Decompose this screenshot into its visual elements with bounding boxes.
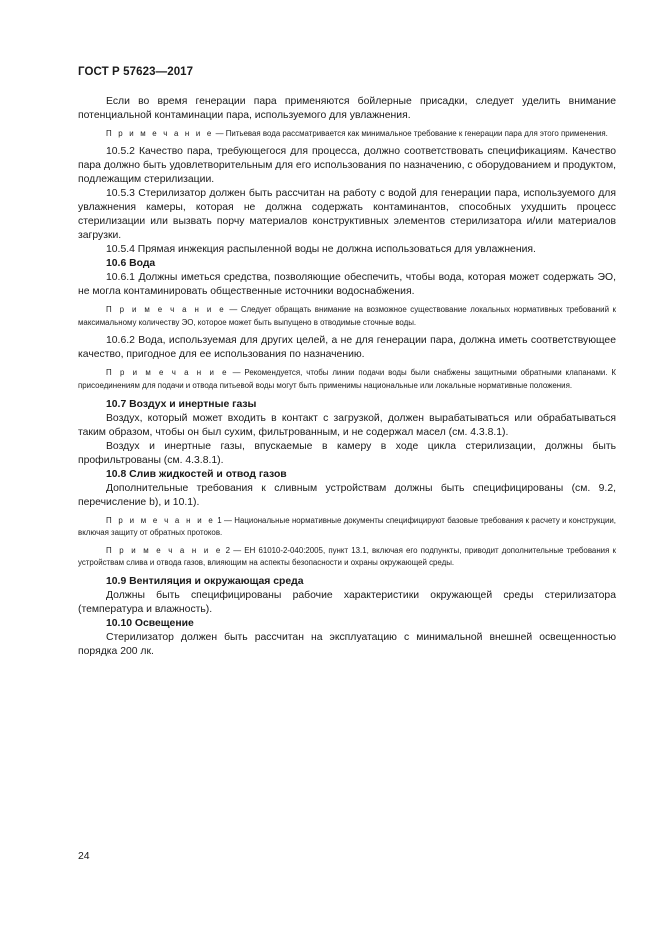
note-label: П р и м е ч а н и е [106,305,226,315]
paragraph-10-6-2: 10.6.2 Вода, используемая для других целей, а не для генерации пара, должна иметь соответствующее качество, пригодное для ее использования по назначению. [78,335,616,361]
paragraph-10-10: Стерилизатор должен быть рассчитан на эксплуатацию с минимальной внешней освещенностью порядка 200 лк. [78,631,616,657]
section-heading-10-6: 10.6 Вода [106,258,156,270]
section-heading-10-9: 10.9 Вентиляция и окружающая среда [106,575,304,587]
note-en-61010: П р и м е ч а н и е 2 — ЕН 61010-2-040:2005, пункт 13.1, включая его подпункты, приводит дополнительные требования к устройствам слива и отвода газов, влияющим на аспекты безопасности и охраны окружающей среды. [78,545,616,568]
note-national-docs: П р и м е ч а н и е 1 — Национальные нормативные документы специфицируют базовые требования к расчету и конструкции, включая защиту от обратных протоков. [78,516,617,538]
note-check-valves: П р и м е ч а н и е — Рекомендуется, чтобы линии подачи воды были снабжены защитными обратными клапанами. К присоединениям для подачи и отвода питьевой воды могут быть применимы национальные или локальные нормативные положения. [78,368,616,390]
note-label: П р и м е ч а н и е [106,368,229,378]
page-body [78,95,616,659]
note-steam-water: П р и м е ч а н и е — Питьевая вода рассматривается как минимальное требование к генерации пара для этого применения. [106,129,608,138]
note-label: П р и м е ч а н и е [106,545,223,555]
section-heading-10-8: 10.8 Слив жидкостей и отвод газов [106,469,287,481]
paragraph-10-7-gases: Воздух и инертные газы, впускаемые в камеру в ходе цикла стерилизации, должны быть профильтрованы (см. 4.3.8.1). [78,441,616,467]
note-eo-discharge: П р и м е ч а н и е — Следует обращать внимание на возможное существование локальных нормативных требований к максимальному количеству ЭО, которое может быть выпущено в отводимые сточные воды. [78,305,616,327]
paragraph-10-9: Должны быть специфицированы рабочие характеристики окружающей среды стерилизатора (температура и влажность). [78,589,616,615]
intro-paragraph: Если во время генерации пара применяются бойлерные присадки, следует уделить внимание потенциальной контаминации пара, используемого для увлажнения. [78,96,616,121]
page-number: 24 [78,851,90,862]
paragraph-10-5-4: 10.5.4 Прямая инжекция распыленной воды не должна использоваться для увлажнения. [106,244,536,256]
paragraph-10-6-1: 10.6.1 Должны иметься средства, позволяющие обеспечить, чтобы вода, которая может содержать ЭО, не могла контаминировать общественные источники водоснабжения. [78,272,616,298]
paragraph-10-5-3: 10.5.3 Стерилизатор должен быть рассчитан на работу с водой для генерации пара, используемого для увлажнения камеры, которая не должна содержать контаминантов, способных ухудшить процесс стерилизации или вызвать порчу материалов конструктивных элементов стерилизатора и/или материалов загрузки. [78,188,616,242]
paragraph-10-7-air: Воздух, который может входить в контакт с загрузкой, должен вырабатываться или обрабатываться таким образом, чтобы он был сухим, фильтрованным, и не содержал масел (см. 4.3.8.1). [78,413,616,439]
section-heading-10-10: 10.10 Освещение [106,617,194,629]
paragraph-10-5-2: 10.5.2 Качество пара, требующегося для процесса, должно соответствовать спецификациям. Качество пара должно быть удовлетворительным для его использования по назначению, с оборудованием и продуктом, подлежащим стерилизации. [78,146,616,186]
note-label: П р и м е ч а н и е [106,516,215,526]
note-label: П р и м е ч а н и е [106,129,214,138]
section-heading-10-7: 10.7 Воздух и инертные газы [106,399,257,411]
paragraph-10-8: Дополнительные требования к сливным устройствам должны быть специфицированы (см. 9.2, перечисление b), и 10.1). [78,483,616,509]
document-header: ГОСТ Р 57623—2017 [78,66,194,78]
